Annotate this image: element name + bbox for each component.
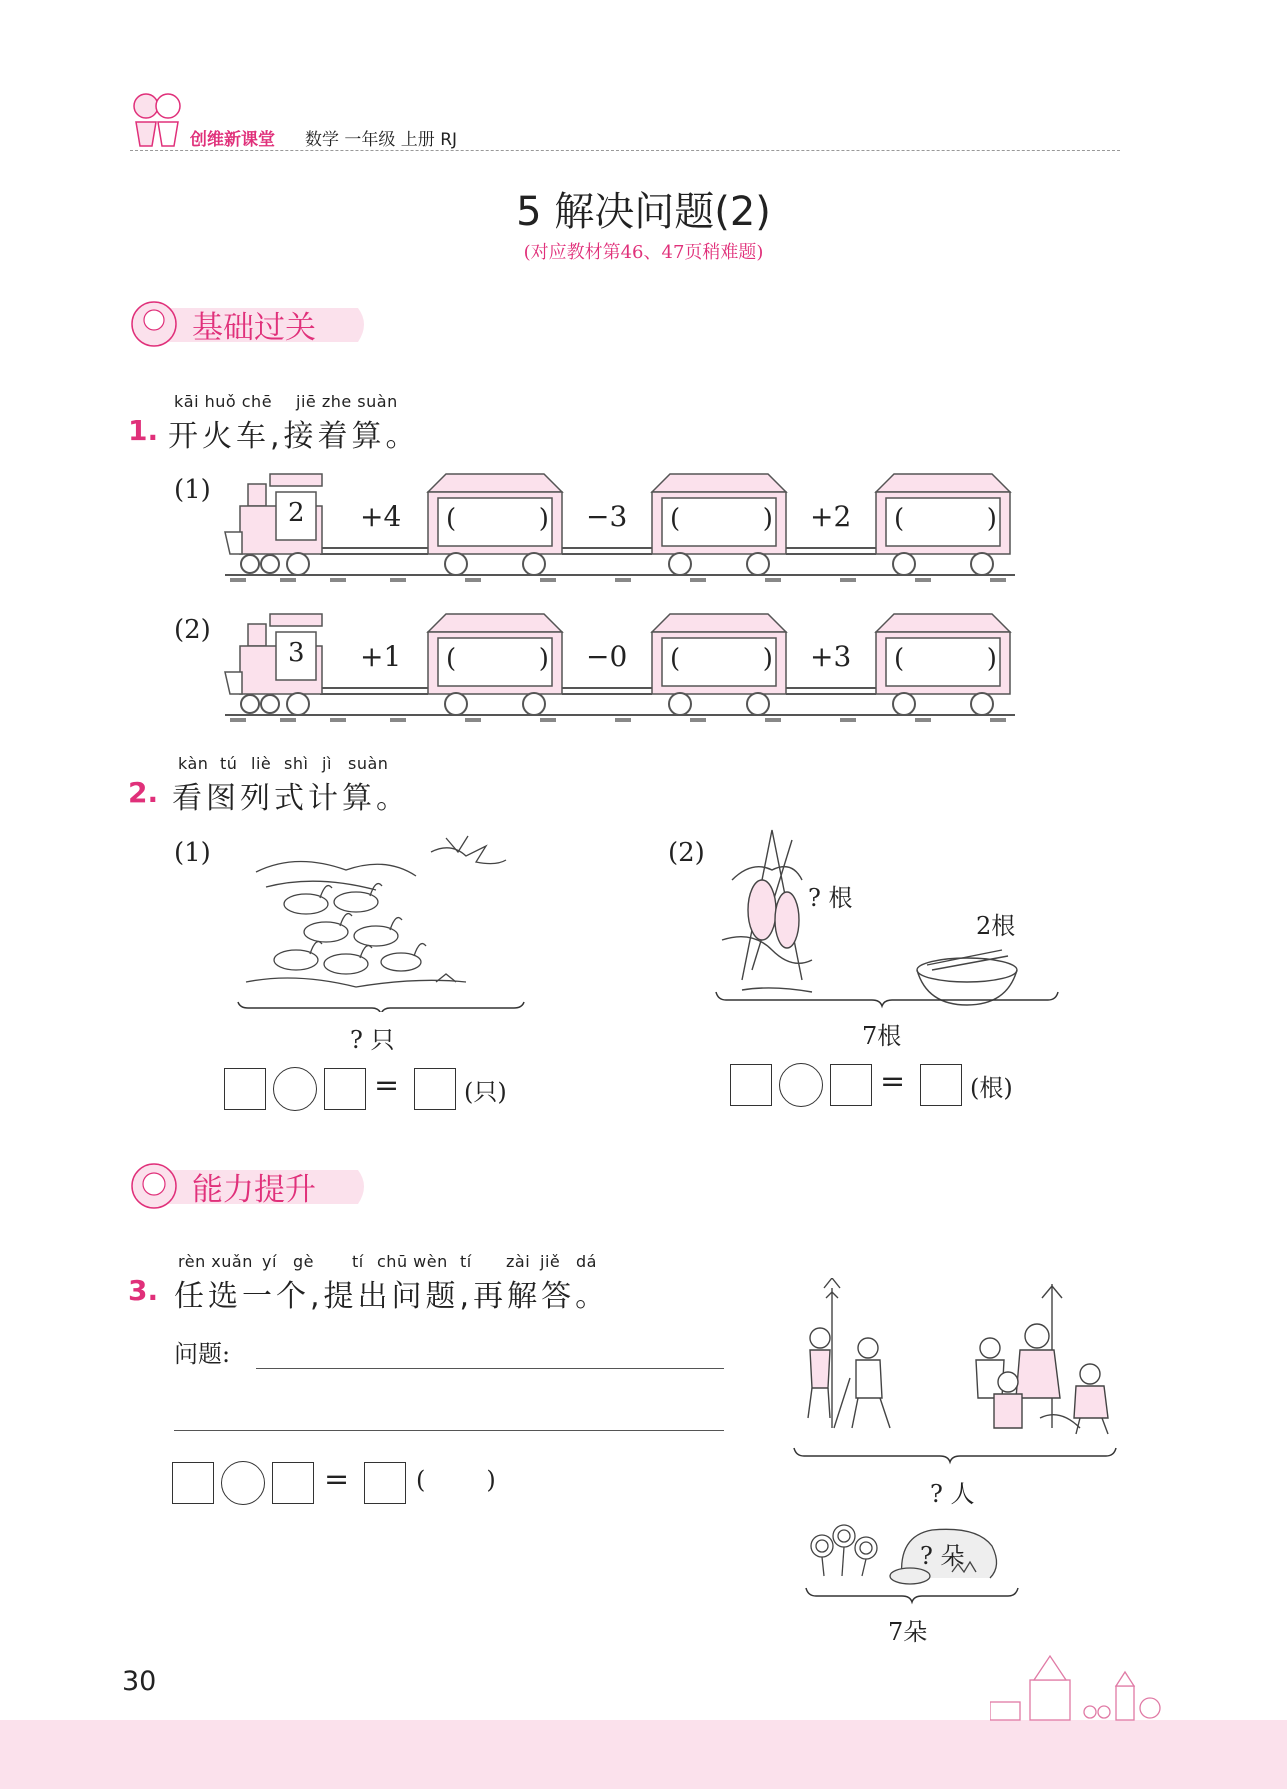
q3-text: 任选一个,提出问题,再解答。 — [174, 1279, 610, 1314]
train1-blank-2[interactable]: ( ) — [670, 504, 773, 534]
flowers-illustration — [802, 1516, 1022, 1610]
q3-flower-hidden-label: ? 朵 — [920, 1542, 965, 1570]
section-title-basic: 基础过关 — [192, 310, 316, 346]
swans-illustration — [236, 832, 526, 1012]
train1-blank-1[interactable]: ( ) — [446, 504, 549, 534]
eq1-unit: (只) — [464, 1078, 507, 1106]
section-title-ability: 能力提升 — [192, 1172, 316, 1208]
eq1-equals: = — [374, 1068, 400, 1103]
page-title: 5 解决问题(2) — [516, 189, 771, 235]
q2-p2-label: (2) — [668, 838, 705, 868]
eq1-box-2[interactable] — [324, 1068, 366, 1110]
eq1-operator-circle[interactable] — [273, 1067, 317, 1111]
q2-pinyin-1: kàn — [178, 754, 209, 773]
eq2-box-1[interactable] — [730, 1064, 772, 1106]
q3-question-label: 问题: — [174, 1340, 231, 1368]
q2-pinyin-4: shì — [284, 754, 309, 773]
header-mascot-icon — [128, 88, 186, 150]
q1-pinyin-2: jiē zhe suàn — [296, 392, 398, 411]
q3-pinyin-6: tí — [460, 1252, 472, 1271]
train2-blank-1[interactable]: ( ) — [446, 644, 549, 674]
section-badge-basic — [128, 298, 373, 350]
q2-pinyin-5: jì — [322, 754, 332, 773]
q2-p2-brace-caption: 7根 — [862, 1022, 902, 1050]
train2-op-1: +1 — [360, 640, 402, 673]
q3-answer-line-1[interactable] — [256, 1368, 724, 1369]
castle-decoration-icon — [990, 1650, 1170, 1722]
eq1-result-box[interactable] — [414, 1068, 456, 1110]
page-number: 30 — [122, 1666, 157, 1697]
train1-start-value: 2 — [288, 498, 305, 528]
q1-row2-label: (2) — [174, 615, 211, 645]
q2-p2-equation — [730, 1062, 1050, 1112]
q3-pinyin-9: dá — [576, 1252, 597, 1271]
eq2-unit: (根) — [970, 1074, 1013, 1102]
q2-p1-label: (1) — [174, 838, 211, 868]
q2-p1-equation — [224, 1066, 544, 1116]
q2-pinyin-2: tú — [220, 754, 238, 773]
q3-pinyin-8: jiě — [540, 1252, 561, 1271]
q3-pinyin-3: gè — [293, 1252, 314, 1271]
q3-pinyin-1: rèn xuǎn — [178, 1252, 253, 1271]
q3-pinyin-4: tí — [352, 1252, 364, 1271]
tree-planting-illustration — [790, 1278, 1120, 1478]
q2-p1-brace-caption: ? 只 — [350, 1026, 395, 1054]
q3-pinyin-5: chū wèn — [377, 1252, 448, 1271]
q3-equation — [172, 1460, 552, 1510]
train2-op-2: −0 — [586, 640, 628, 673]
header-subject: 数学 一年级 上册 RJ — [305, 130, 458, 150]
train2-op-3: +3 — [810, 640, 852, 673]
train2-start-value: 3 — [288, 638, 305, 668]
header-divider — [130, 150, 1120, 151]
q2-pinyin-6: suàn — [348, 754, 389, 773]
q2-text: 看图列式计算。 — [172, 781, 410, 816]
eq3-result-box[interactable] — [364, 1462, 406, 1504]
q3-people-caption: ? 人 — [930, 1480, 975, 1508]
q2-p2-question-label: ? 根 — [808, 884, 853, 912]
train2-blank-2[interactable]: ( ) — [670, 644, 773, 674]
train1-blank-3[interactable]: ( ) — [894, 504, 997, 534]
eq3-box-1[interactable] — [172, 1462, 214, 1504]
q2-p2-bowl-label: 2根 — [976, 912, 1016, 940]
page-subtitle: (对应教材第46、47页稍难题) — [523, 242, 764, 263]
eq3-operator-circle[interactable] — [221, 1461, 265, 1505]
eq2-operator-circle[interactable] — [779, 1063, 823, 1107]
eq3-equals: = — [324, 1462, 350, 1497]
corn-illustration — [712, 820, 1062, 1010]
eq3-box-2[interactable] — [272, 1462, 314, 1504]
eq3-unit[interactable]: ( ) — [416, 1466, 496, 1494]
train-row-2 — [220, 610, 1020, 730]
eq1-box-1[interactable] — [224, 1068, 266, 1110]
eq2-result-box[interactable] — [920, 1064, 962, 1106]
q3-number: 3. — [128, 1274, 159, 1307]
q2-pinyin-3: liè — [251, 754, 272, 773]
q1-row1-label: (1) — [174, 475, 211, 505]
q1-text: 开火车,接着算。 — [168, 419, 420, 454]
q1-number: 1. — [128, 414, 159, 447]
q3-pinyin-2: yí — [262, 1252, 277, 1271]
train1-op-1: +4 — [360, 500, 402, 533]
train1-op-3: +2 — [810, 500, 852, 533]
train2-blank-3[interactable]: ( ) — [894, 644, 997, 674]
eq2-box-2[interactable] — [830, 1064, 872, 1106]
footer-band — [0, 1720, 1287, 1789]
q2-number: 2. — [128, 776, 159, 809]
header-brand: 创维新课堂 — [190, 130, 275, 150]
q3-pinyin-7: zài — [506, 1252, 531, 1271]
eq2-equals: = — [880, 1064, 906, 1099]
q3-flower-caption: 7朵 — [888, 1618, 928, 1646]
q1-pinyin-1: kāi huǒ chē — [174, 392, 273, 411]
train1-op-2: −3 — [586, 500, 628, 533]
section-badge-ability — [128, 1160, 373, 1212]
q3-answer-line-2[interactable] — [174, 1430, 724, 1431]
train-row-1 — [220, 470, 1020, 590]
